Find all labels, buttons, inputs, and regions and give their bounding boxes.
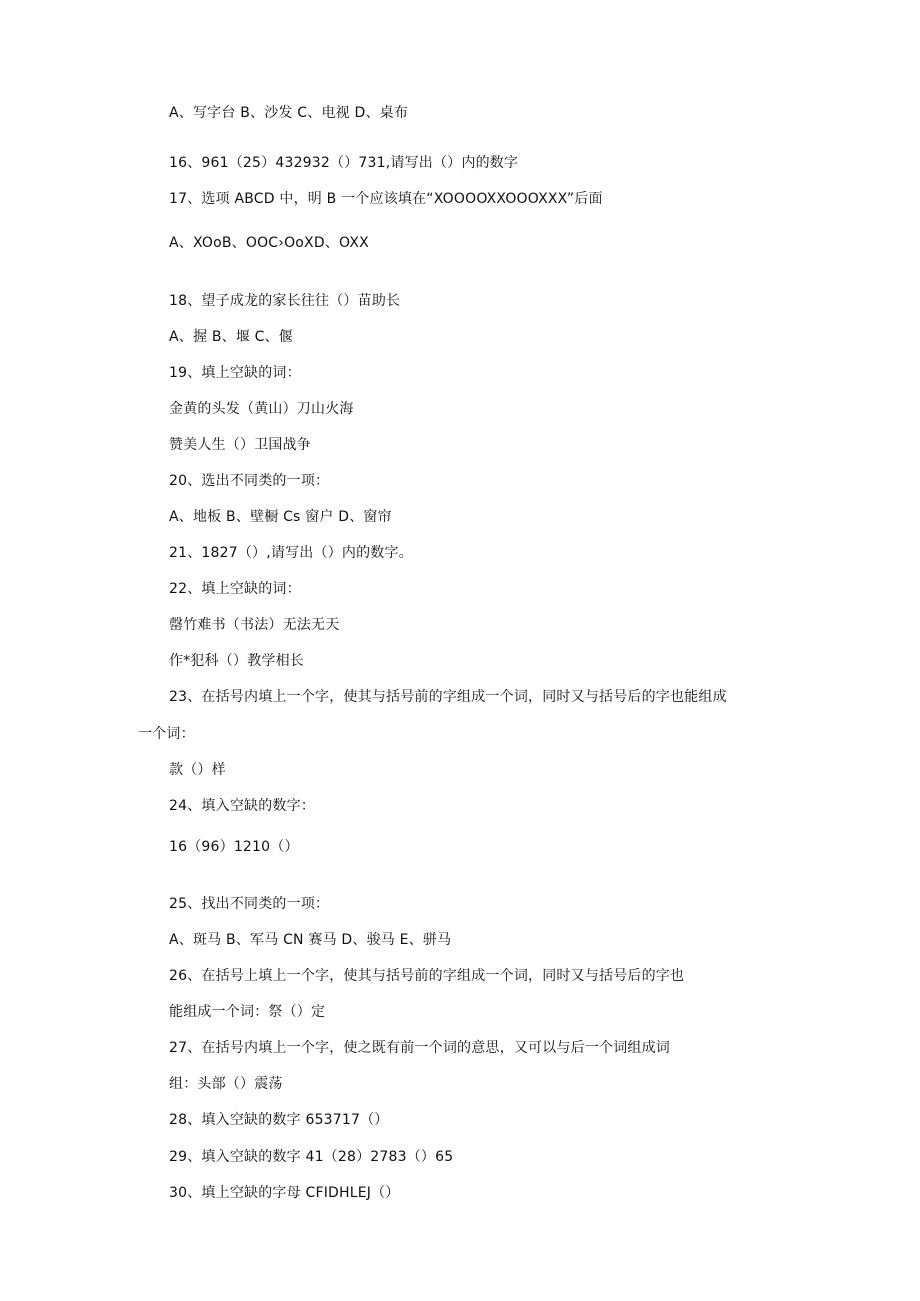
- question-18: 18、望子成龙的家长往往（）苗助长: [169, 293, 401, 309]
- question-26-continued: 能组成一个词：祭（）定: [169, 1004, 326, 1020]
- question-17: 17、选项 ABCD 中，明 B 一个应该填在“XOOOOXXOOOXXX”后面: [169, 191, 603, 207]
- q22-example: 罄竹难书（书法）无法无天: [169, 617, 340, 633]
- question-26: 26、在括号上填上一个字，使其与括号前的字组成一个词，同时又与括号后的字也: [169, 968, 685, 984]
- option-line-q17: A、XOoB、OOC›OoXD、OXX: [169, 235, 369, 251]
- question-27-continued: 组：头部（）震荡: [169, 1076, 283, 1092]
- option-line-q15: A、写字台 B、沙发 C、电视 D、桌布: [169, 105, 409, 121]
- q19-example: 金黄的头发（黄山）刀山火海: [169, 401, 354, 417]
- question-19: 19、填上空缺的词：: [169, 365, 301, 381]
- q23-blank: 款（）样: [169, 762, 226, 778]
- option-line-q20: A、地板 B、壁橱 Cs 窗户 D、窗帘: [169, 509, 392, 525]
- question-28: 28、填入空缺的数字 653717（）: [169, 1112, 389, 1128]
- option-line-q18: A、握 B、堰 C、偃: [169, 329, 294, 345]
- question-30: 30、填上空缺的字母 CFIDHLEJ（）: [169, 1185, 400, 1201]
- question-23-continued: 一个词：: [138, 726, 195, 742]
- question-27: 27、在括号内填上一个字，使之既有前一个词的意思，又可以与后一个词组成词: [169, 1040, 671, 1056]
- q19-blank: 赞美人生（）卫国战争: [169, 437, 311, 453]
- question-20: 20、选出不同类的一项：: [169, 473, 330, 489]
- question-24: 24、填入空缺的数字：: [169, 798, 316, 814]
- question-25: 25、找出不同类的一项：: [169, 896, 330, 912]
- question-21: 21、1827（）,请写出（）内的数字。: [169, 545, 413, 561]
- question-16: 16、961（25）432932（）731,请写出（）内的数字: [169, 155, 519, 171]
- question-23: 23、在括号内填上一个字，使其与括号前的字组成一个词，同时又与括号后的字也能组成: [169, 689, 727, 705]
- option-line-q25: A、斑马 B、军马 CN 赛马 D、骏马 E、骈马: [169, 932, 452, 948]
- question-29: 29、填入空缺的数字 41（28）2783（）65: [169, 1149, 454, 1165]
- q22-blank: 作*犯科（）教学相长: [169, 653, 304, 669]
- question-22: 22、填上空缺的词：: [169, 581, 301, 597]
- q24-numbers: 16（96）1210（）: [169, 839, 299, 855]
